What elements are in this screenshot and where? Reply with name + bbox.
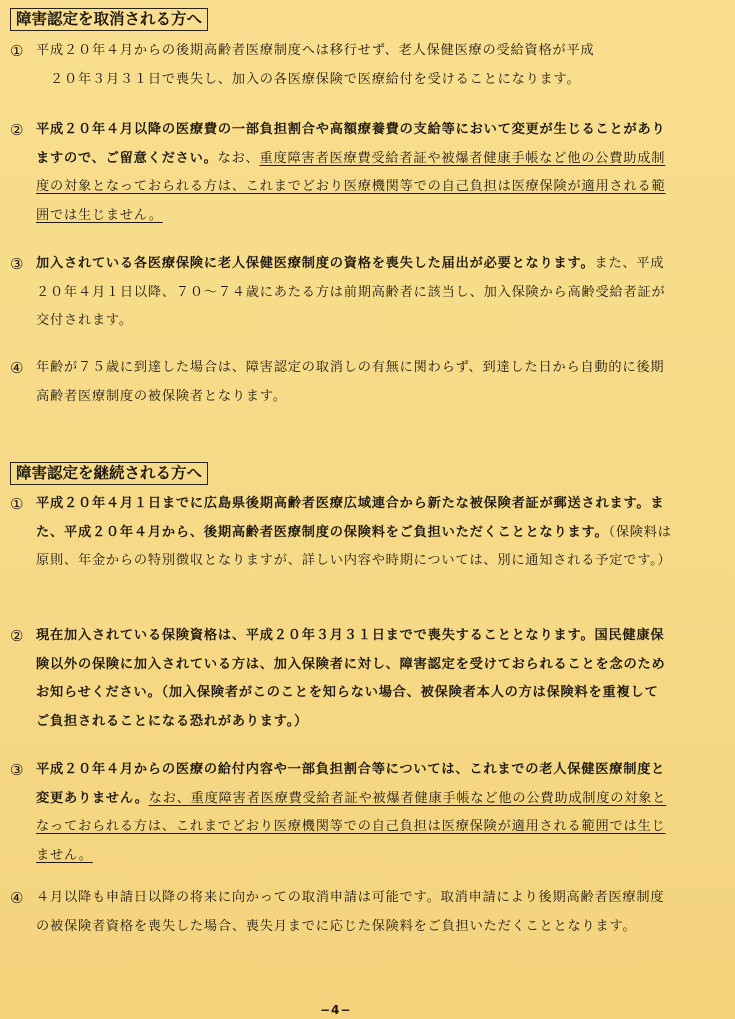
item-text xyxy=(36,250,672,336)
list-item xyxy=(10,622,672,736)
item-marker: ④ xyxy=(10,889,24,907)
list-item xyxy=(10,354,672,411)
item-bold-text: 平成２０年４月以降の医療費の一部負担割合や高額療養費の支給等において変更が生じることがありますので、ご留意ください。 xyxy=(36,122,666,166)
item-marker: ② xyxy=(10,121,24,139)
item-marker: ② xyxy=(10,627,24,645)
item-text xyxy=(36,490,672,576)
list-item xyxy=(10,250,672,336)
item-marker: ③ xyxy=(10,761,24,779)
item-line: 平成２０年４月からの後期高齢者医療制度へは移行せず、老人保健医療の受給資格が平成 xyxy=(36,43,595,58)
item-text: 現在加入されている保険資格は、平成２０年３月３１日までで喪失することとなります。国民健康保険以外の保険に加入されている方は、加入保険者に対し、障害認定を受けておられることを念のためお知らせください。（加入保険者がこのことを知らない場合、被保険者本人の方は保険料を重複してご負担されることになる恐れがあります。） xyxy=(36,628,666,729)
item-bold-text: 平成２０年４月からの医療の給付内容や一部負担割合等については、これまでの老人保健医療制度と変更ありません。 xyxy=(36,762,666,806)
item-bold-text: 平成２０年４月１日までに広島県後期高齢者医療広域連合から新たな被保険者証が郵送されます。また、平成２０年４月から、後期高齢者医療制度の保険料をご負担いただくこととなります。 xyxy=(36,496,665,540)
item-plain-text: なお、 xyxy=(217,150,260,166)
item-marker: ④ xyxy=(10,359,24,377)
item-line: ２０年３月３１日で喪失し、加入の各医療保険で医療給付を受けることになります。 xyxy=(50,71,581,87)
item-bold-text: 加入されている各医療保険に老人保健医療制度の資格を喪失した届出が必要となります。 xyxy=(36,256,595,271)
item-text xyxy=(36,756,672,870)
item-underlined-text: なお、重度障害者医療費受給者証や被爆者健康手帳など他の公費助成制度の対象となっておられる方は、これまでどおり医療機関等での自己負担は医療保険が適用される範囲では生じません。 xyxy=(36,790,667,863)
item-plain-text: （保険料は原則、年金からの特別徴収となりますが、詳しい内容や時期については、別に通知される予定です。） xyxy=(36,524,672,568)
section-heading-continued: 障害認定を継続される方へ xyxy=(10,462,208,485)
section-heading-revoked: 障害認定を取消される方へ xyxy=(10,8,208,31)
item-text xyxy=(36,37,672,94)
item-marker: ① xyxy=(10,42,24,60)
item-text: 年齢が７５歳に到達した場合は、障害認定の取消しの有無に関わらず、到達した日から自動的に後期高齢者医療制度の被保険者となります。 xyxy=(36,360,665,404)
item-marker: ③ xyxy=(10,255,24,273)
page-number: −4− xyxy=(320,1003,352,1017)
list-item xyxy=(10,37,672,94)
item-text: ４月以降も申請日以降の将来に向かっての取消申請は可能です。取消申請により後期高齢者医療制度の被保険者資格を喪失した場合、喪失月までに応じた保険料をご負担いただくこととなります。 xyxy=(36,890,665,934)
item-underlined-text: 重度障害者医療費受給者証や被爆者健康手帳など他の公費助成制度の対象となっておられる方は、これまでどおり医療機関等での自己負担は医療保険が適用される範囲では生じません。 xyxy=(36,150,666,223)
item-marker: ① xyxy=(10,495,24,513)
item-text xyxy=(36,116,672,230)
list-item xyxy=(10,116,672,230)
list-item xyxy=(10,490,672,576)
item-plain-text: また、平成２０年４月１日以降、７０～７４歳にあたる方は前期高齢者に該当し、加入保険から高齢受給者証が交付されます。 xyxy=(36,256,666,328)
list-item xyxy=(10,884,672,941)
list-item xyxy=(10,756,672,870)
